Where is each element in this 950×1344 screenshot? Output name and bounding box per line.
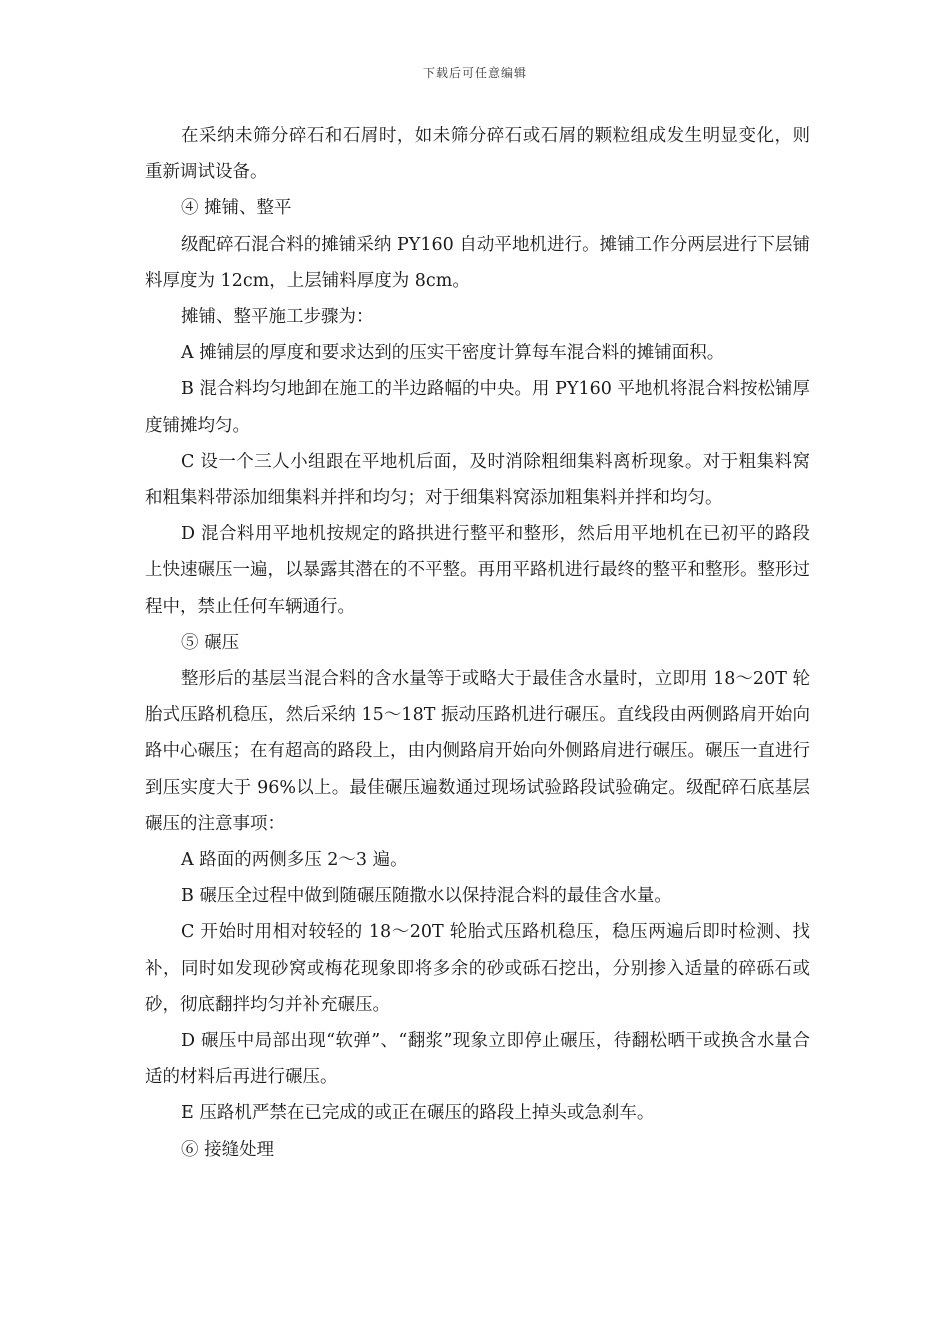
paragraph-rolling-b: B 碾压全过程中做到随碾压随撒水以保持混合料的最佳含水量。 xyxy=(181,886,672,907)
paragraph-step-c: C 设一个三人小组跟在平地机后面，及时消除粗细集料离析现象。对于粗集料窝和粗集料带添加细集料并拌和均匀；对于细集料窝添加粗集料并拌和均匀。 xyxy=(145,451,810,509)
section-heading-paving: ④ 摊铺、整平 xyxy=(181,198,292,219)
paragraph-paving-steps-intro: 摊铺、整平施工步骤为： xyxy=(181,307,374,328)
paragraph-paving-method: 级配碎石混合料的摊铺采纳 PY160 自动平地机进行。摊铺工作分两层进行下层铺料厚度为 12cm，上层铺料厚度为 8cm。 xyxy=(145,234,810,291)
paragraph-step-b: B 混合料均匀地卸在施工的半边路幅的中央。用 PY160 平地机将混合料按松铺厚度铺摊均匀。 xyxy=(145,379,810,436)
paragraph-rolling-e: E 压路机严禁在已完成的或正在碾压的路段上掉头或急刹车。 xyxy=(181,1103,655,1124)
paragraph-step-a: A 摊铺层的厚度和要求达到的压实干密度计算每车混合料的摊铺面积。 xyxy=(181,343,725,364)
paragraph-rolling-method: 整形后的基层当混合料的含水量等于或略大于最佳含水量时，立即用 18～20T 轮胎式压路机稳压，然后采纳 15～18T 振动压路机进行碾压。直线段由两侧路肩开始向路中心碾压；在有超高的路段上，由内侧路肩开始向外侧路肩进行碾压。碾压一直进行到压实度大于 96%以上。最佳碾压遍数通过现场试验路段试验确定。级配碎石底基层碾压的注意事项： xyxy=(145,669,810,834)
section-heading-rolling: ⑤ 碾压 xyxy=(181,632,240,653)
page-header-note: 下载后可任意编辑 xyxy=(422,66,527,80)
paragraph-1: 在采纳未筛分碎石和石屑时，如未筛分碎石或石屑的颗粒组成发生明显变化，则重新调试设备。 xyxy=(145,126,810,183)
document-body xyxy=(145,118,810,1168)
paragraph-rolling-d: D 碾压中局部出现“软弹”、“翻浆”现象立即停止碾压，待翻松晒干或换含水量合适的材料后再进行碾压。 xyxy=(145,1031,810,1088)
paragraph-rolling-c: C 开始时用相对较轻的 18～20T 轮胎式压路机稳压，稳压两遍后即时检测、找补，同时如发现砂窝或梅花现象即将多余的砂或砾石挖出，分别掺入适量的碎砾石或砂，彻底翻拌均匀并补充碾压。 xyxy=(145,922,810,1015)
paragraph-rolling-a: A 路面的两侧多压 2～3 遍。 xyxy=(181,850,408,871)
paragraph-step-d: D 混合料用平地机按规定的路拱进行整平和整形，然后用平地机在已初平的路段上快速碾压一遍，以暴露其潜在的不平整。再用平路机进行最终的整平和整形。整形过程中，禁止任何车辆通行。 xyxy=(145,524,810,617)
section-heading-joints: ⑥ 接缝处理 xyxy=(181,1139,275,1160)
